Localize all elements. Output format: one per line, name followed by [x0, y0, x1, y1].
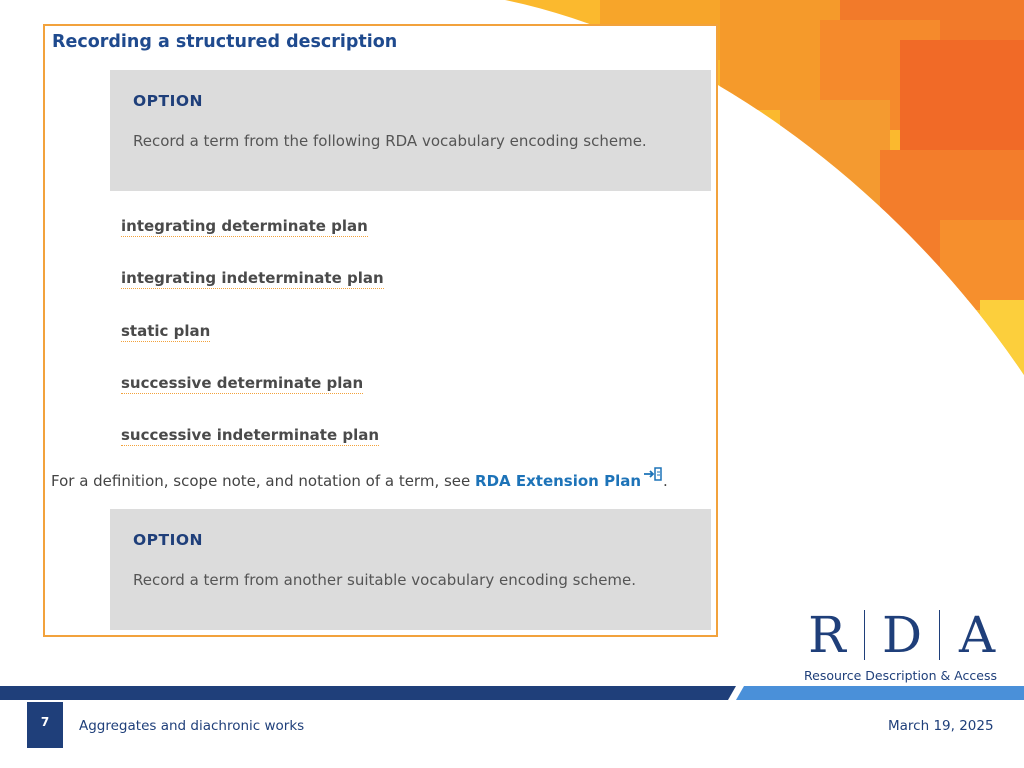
option-text: Record a term from another suitable vocabulary encoding scheme.	[133, 571, 637, 589]
option-text: Record a term from the following RDA vocabulary encoding scheme.	[133, 132, 647, 150]
page-number: 7	[27, 702, 63, 748]
logo-letter: A	[958, 606, 996, 664]
logo-tagline: Resource Description & Access	[804, 668, 997, 683]
rda-extension-plan-link[interactable]	[475, 472, 663, 490]
option-box-1	[110, 70, 711, 191]
link-label: RDA Extension Plan	[475, 472, 642, 490]
panel-title: Recording a structured description	[52, 32, 398, 52]
term-link[interactable]: successive determinate plan	[121, 374, 364, 392]
footer-date: March 19, 2025	[888, 718, 994, 734]
footer-stripe	[0, 686, 1024, 706]
content-panel	[43, 24, 718, 637]
logo-letter: R	[808, 606, 846, 664]
option-heading: OPTION	[133, 92, 204, 110]
option-heading: OPTION	[133, 531, 204, 549]
footer-title: Aggregates and diachronic works	[79, 718, 305, 734]
term-link[interactable]: integrating determinate plan	[121, 217, 368, 235]
definition-line	[51, 472, 668, 490]
rda-logo	[800, 607, 1000, 687]
term-link[interactable]: successive indeterminate plan	[121, 426, 380, 444]
definition-prefix: For a definition, scope note, and notation of a term, see	[51, 472, 476, 490]
definition-suffix: .	[663, 472, 668, 490]
term-link[interactable]: integrating indeterminate plan	[121, 269, 384, 287]
term-link[interactable]: static plan	[121, 322, 211, 340]
logo-letter: D	[881, 606, 923, 664]
external-link-icon	[643, 466, 663, 486]
option-box-2	[110, 509, 711, 630]
